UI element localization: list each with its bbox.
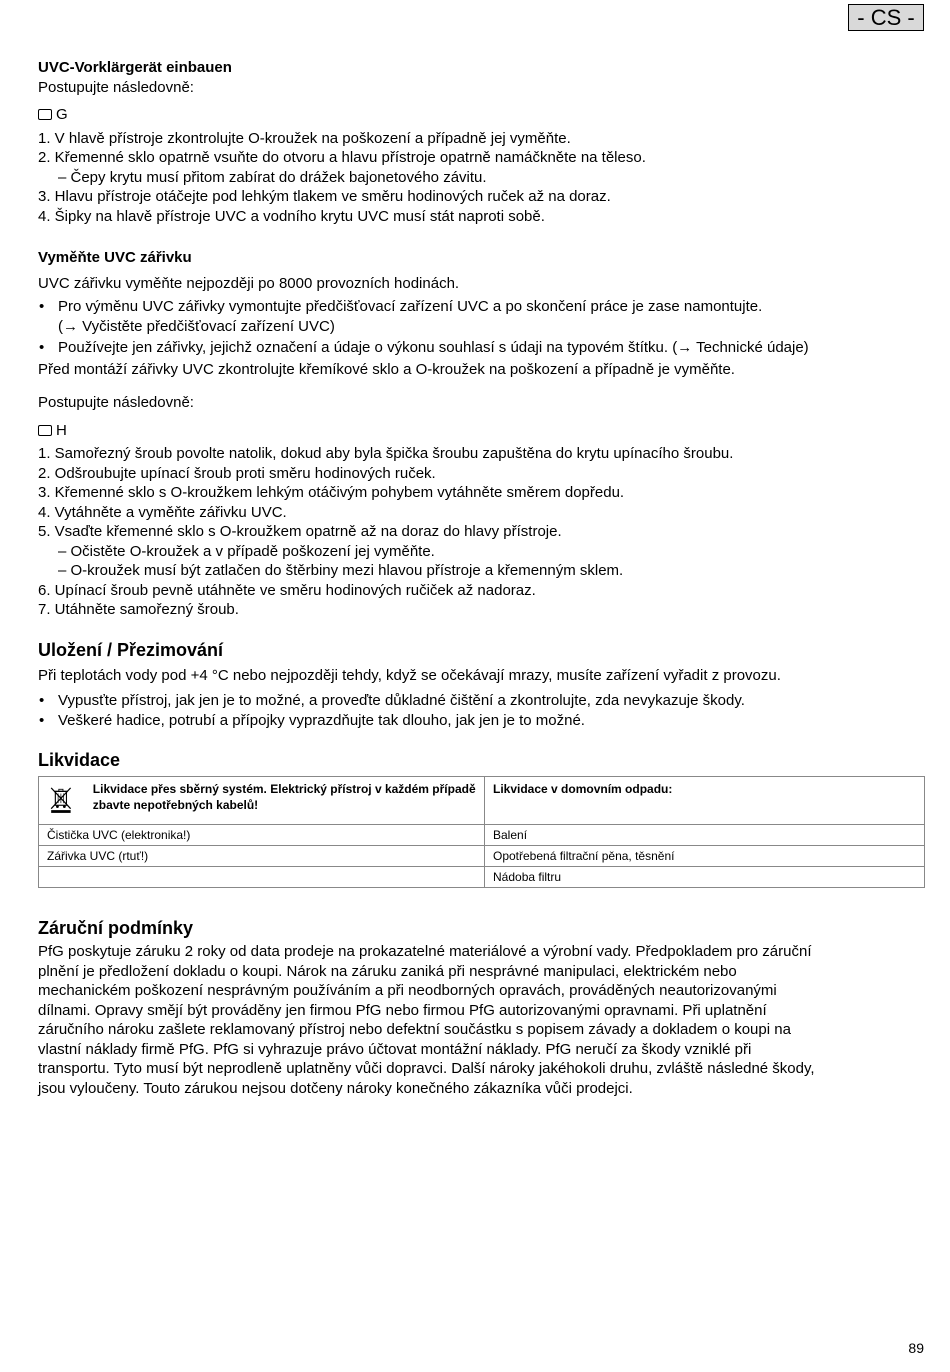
uvc-replace-intro: UVC zářivku vyměňte nejpozději po 8000 provozních hodinách. (38, 274, 460, 292)
storage-intro: Při teplotách vody pod +4 °C nebo nejpozději tehdy, když se očekávají mrazy, musíte zařízení vyřadit z provozu. (38, 666, 781, 684)
table-cell: Balení (485, 825, 925, 846)
uvc-replace-intro2: Postupujte následovně: (38, 394, 194, 411)
step-item: 4. Vytáhněte a vyměňte zářivku UVC. (38, 503, 287, 521)
uvc-replace-section (38, 248, 918, 620)
page-content (38, 58, 918, 1098)
step-item: 2. Odšroubujte upínací šroub proti směru hodinových ruček. (38, 464, 436, 482)
bullet-item: • Používejte jen zářivky, jejichž označení a údaje o výkonu souhlasí s údaji na typovém štítku. (→ Technické údaje) (38, 338, 918, 358)
figure-ref-h (38, 421, 918, 441)
uvc-install-section (38, 58, 918, 226)
bullet-item: • Pro výměnu UVC zářivky vymontujte předčišťovací zařízení UVC a po skončení práce je zase namontujte. (38, 297, 918, 317)
step-item: 1. Samořezný šroub povolte natolik, dokud aby byla špička šroubu zapuštěna do krytu upínacího šroubu. (38, 445, 734, 462)
disposal-col2-header: Likvidace v domovním odpadu: (493, 782, 673, 796)
bullet-item: • Veškeré hadice, potrubí a přípojky vyprazdňujte tak dlouho, jak jen je to možné. (38, 711, 918, 731)
step-item: 1. V hlavě přístroje zkontrolujte O-kroužek na poškození a případně jej vyměňte. (38, 129, 571, 147)
page-number: 89 (908, 1339, 924, 1356)
warranty-text (38, 942, 918, 1098)
table-row (39, 777, 925, 825)
uvc-replace-title: Vyměňte UVC zářivku (38, 249, 192, 266)
table-row (39, 825, 925, 846)
step-item: 3. Hlavu přístroje otáčejte pod lehkým tlakem ve směru hodinových ruček až na doraz. (38, 188, 611, 205)
step-item: 3. Křemenné sklo s O-kroužkem lehkým otáčivým pohybem vytáhněte směrem dopředu. (38, 484, 625, 501)
disposal-col1-header: Likvidace přes sběrný systém. Elektrický přístroj v každém případě zbavte nepotřebných kabelů! (92, 782, 476, 812)
figure-ref-g (38, 105, 918, 125)
table-cell: Opotřebená filtrační pěna, těsnění (485, 846, 925, 867)
warranty-line: transportu. Tyto musí být neprodleně uplatněny vůči dopravci. Další nároky jakéhokoli druhu, zvláště následné škody, (38, 1060, 815, 1077)
warranty-line: plnění je předložení dokladu o koupi. Nárok na záruku zaniká při nesprávné manipulaci, elektrickém nebo (38, 962, 737, 980)
bullet-item: • Vypusťte přístroj, jak jen je to možné, a proveďte důkladné čištění a zkontrolujte, zda nevykazuje škody. (38, 691, 918, 711)
step-subitem: – O-kroužek musí být zatlačen do štěrbiny mezi hlavou přístroje a křemenným sklem. (58, 562, 624, 579)
disposal-table (38, 776, 925, 888)
table-cell: Zářivka UVC (rtuť!) (39, 846, 485, 867)
step-item: 6. Upínací šroub pevně utáhněte ve směru hodinových ručiček až nadoraz. (38, 581, 536, 599)
storage-title: Uložení / Přezimování (38, 639, 224, 660)
warranty-section (38, 916, 918, 1098)
step-subitem: – Čepy krytu musí přitom zabírat do drážek bajonetového závitu. (58, 168, 487, 186)
figure-label: G (56, 106, 68, 123)
step-item: 5. Vsaďte křemenné sklo s O-kroužkem opatrně až na doraz do hlavy přístroje. (38, 523, 562, 540)
step-item: 4. Šipky na hlavě přístroje UVC a vodního krytu UVC musí stát naproti sobě. (38, 207, 545, 225)
figure-book-icon (38, 109, 52, 120)
warranty-title: Záruční podmínky (38, 918, 194, 938)
table-header-cell (39, 777, 485, 825)
table-row (39, 846, 925, 867)
warranty-line: mechanickém poškození nesprávným používáním a při neodborných opravách, prováděných neautorizovanými (38, 982, 777, 999)
bullet-reference: (→ Vyčistěte předčišťovací zařízení UVC) (58, 317, 335, 335)
warranty-line: záručního nároku zašlete reklamovaný přístroj nebo defektní součástku s popisem závady a dokladem o koupi na (38, 1021, 791, 1038)
table-header-cell (485, 777, 925, 825)
uvc-install-title: UVC-Vorklärgerät einbauen (38, 59, 232, 76)
table-row (39, 867, 925, 888)
step-subitem: – Očistěte O-kroužek a v případě poškození jej vyměňte. (58, 542, 435, 560)
storage-section (38, 638, 918, 731)
warranty-line: vlastní náklady firmě PfG. PfG si vyhrazuje právo účtovat montážní náklady. PfG neručí za škody vzniklé při (38, 1040, 752, 1058)
step-item: 2. Křemenné sklo opatrně vsuňte do otvoru a hlavu přístroje opatrně namáčkněte na těleso. (38, 149, 646, 166)
uvc-install-intro: Postupujte následovně: (38, 78, 194, 96)
figure-book-icon (38, 425, 52, 436)
crossed-bin-icon (47, 779, 75, 819)
check-note: Před montáží zářivky UVC zkontrolujte křemíkové sklo a O-kroužek na poškození a případně je vyměňte. (38, 360, 735, 378)
disposal-title: Likvidace (38, 750, 121, 770)
warranty-line: dílnami. Opravy smějí být prováděny jen firmou PfG nebo firmou PfG autorizovanými opravnami. Při uplatnění (38, 1001, 767, 1019)
figure-label: H (56, 421, 67, 439)
step-item: 7. Utáhněte samořezný šroub. (38, 601, 239, 618)
table-cell: Nádoba filtru (485, 867, 925, 888)
language-badge: - CS - (848, 4, 924, 31)
disposal-section (38, 748, 918, 888)
warranty-line: PfG poskytuje záruku 2 roky od data prodeje na prokazatelné materiálové a výrobní vady. Předpokladem pro záruční (38, 943, 812, 960)
warranty-line: jsou vyloučeny. Touto zárukou nejsou dotčeny nároky konečného zákazníka vůči prodejci. (38, 1079, 633, 1097)
table-cell: Čistička UVC (elektronika!) (39, 825, 485, 846)
table-cell (39, 867, 485, 888)
